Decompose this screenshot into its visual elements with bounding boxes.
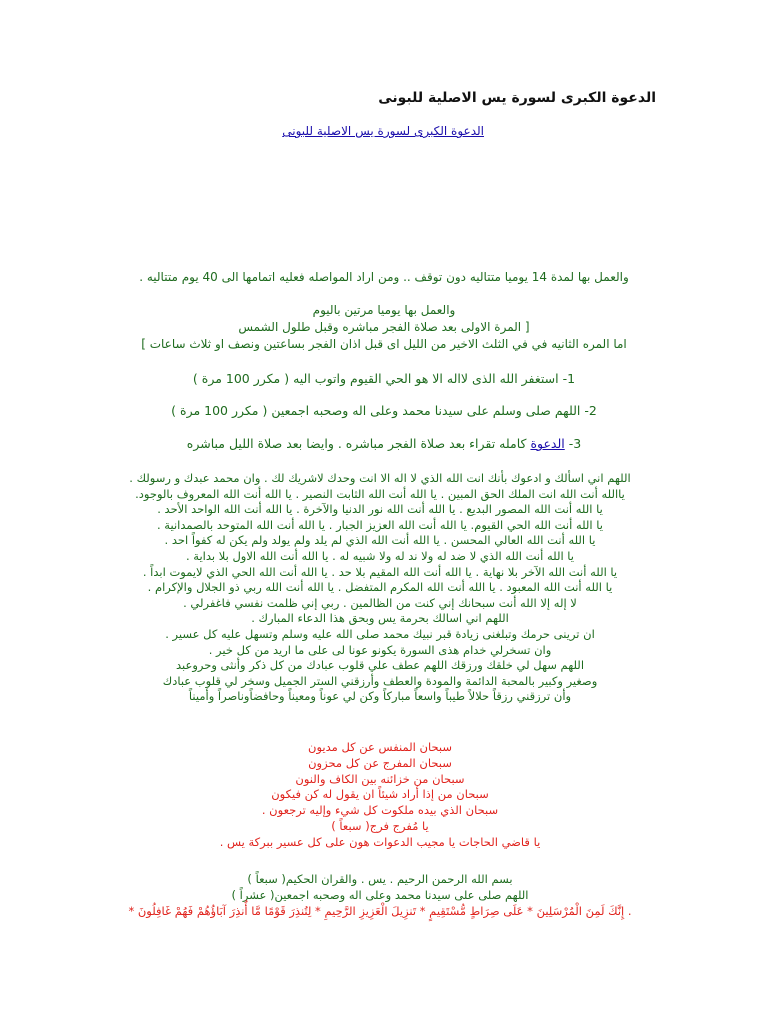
dua-line: وان تسخرلي خدام هذى السورة يكونو عونا لى على ما اريد من كل خير . (208, 642, 552, 657)
dua-line: لا إله إلا الله أنت سبحانك إني كنت من الظالمين . ربي إني ظلمت نفسي فاغفرلي . (183, 595, 577, 610)
dua-text-block (100, 471, 660, 705)
step-3-dawah (0, 436, 768, 451)
subhan-line: سبحان المنفس عن كل مديون (308, 740, 452, 754)
subhan-line: يا قاضي الحاجات يا مجيب الدعوات هون على كل عسير ببركة يس . (219, 834, 541, 849)
dua-line: وأن ترزقني رزقاً حلالاً طيباً واسعاً مباركاً وكن لي عوناً ومعيناً وحافضاًوناصراً وأميناً (188, 689, 572, 704)
subhan-text-block (100, 740, 660, 851)
dua-line: اللهم اني اسالك بحرمة يس وبحق هذا الدعاء المبارك . (251, 611, 509, 626)
step-1-istighfar: 1- استغفر الله الذى لااله الا هو الحي القيوم واتوب اليه ( مكرر 100 مرة ) (192, 371, 576, 386)
dua-line: ياالله أنت الله انت الملك الحق المبين . يا الله أنت الله الثابت النصير . يا الله أنت الله المعروف بالوجود. (135, 486, 625, 501)
dua-line: اللهم سهل لي خلقك ورزقك اللهم عطف علي قلوب عبادك من كل ذكر وأنثى وحروعبد (175, 658, 585, 673)
dua-line: يا الله أنت الله الحي القيوم. يا الله أنت الله العزيز الجبار . يا الله أنت الله المتوحد بالصمدانية . (157, 517, 603, 532)
step-3-dawah-link[interactable]: الدعوة (530, 436, 565, 451)
dua-line: يا الله أنت الله العالي المحسن . يا الله أنت الله الذي لم يلد ولم يولد ولم يكن له كفواً احد . (164, 533, 596, 548)
dua-line: يا الله أنت الله المصور البديع . يا الله أنت الله نور الدنيا والآخرة . يا الله أنت الله الواحد الأحد . (157, 502, 603, 517)
salawat-line: اللهم صلى على سيدنا محمد وعلى اله وصحبه اجمعين( عشراً ) (231, 887, 529, 902)
instruction-first-time: [ المرة الاولى بعد صلاة الفجر مباشره وقبل طلول الشمس (238, 320, 530, 334)
dua-line: وصغير وكبير بالمحبة الدائمة والمودة والعطف وأرزقني الستر الجميل وسخر لي قلوب عبادك (162, 673, 598, 688)
subhan-line: سبحان من إذا أراد شيئاً ان يقول له كن فيكون (271, 787, 489, 802)
dua-line: ان ترينى حرمك وتبلغنى زيادة قبر نبيك محمد صلى الله عليه وسلم وتسهل عليه كل عسير . (165, 626, 595, 641)
dua-line: يا الله أنت الله المعبود . يا الله أنت الله المكرم المتفضل . يا الله أنت الله ربي ذو الجلال والإكرام . (147, 580, 613, 595)
subhan-line: سبحان من خزائنه بين الكاف والنون (295, 771, 465, 786)
subhan-line: يا مُفرج فرج( سبعاً ) (331, 818, 429, 833)
step-3-prefix: 3- (564, 436, 582, 451)
step-3-text: كامله تقراء بعد صلاة الفجر مباشره . وايضا بعد صلاة الليل مباشره (186, 436, 531, 451)
instruction-second-time: اما المره الثانيه في في الثلث الاخير من الليل اى قبل اذان الفجر بساعتين ونصف او ثلاث ساعات ] (141, 337, 627, 351)
subhan-line: سبحان المفرج عن كل محزون (308, 755, 452, 770)
dua-line: يا الله أنت الله الآخر بلا نهاية . يا الله أنت الله المقيم بلا حد . يا الله أنت الله الحي الذي لايموت ابداً . (142, 564, 618, 579)
title-link[interactable]: الدعوة الكبرى لسورة يس الاصلية للبونى (282, 124, 484, 138)
dua-line: اللهم اني اسألك و ادعوك بأنك انت الله الذي لا اله الا انت وحدك لاشريك لك . وان محمد عبدك و رسولك . (129, 471, 631, 485)
instruction-duration: والعمل بها لمدة 14 يوميا متتاليه دون توقف .. ومن اراد المواصله فعليه اتمامها الى 40 يوم متتاليه . (139, 270, 629, 284)
subhan-line: سبحان الذي بيده ملكوت كل شيء وإليه ترجعون . (261, 803, 499, 818)
instruction-twice-daily: والعمل بها يوميا مرتين باليوم (312, 303, 456, 317)
quran-verse-line: . إِنَّكَ لَمِنَ الْمُرْسَلِينَ * عَلَى صِرَاطٍ مُّسْتَقِيمٍ * تَنزِيلَ الْعَزِيزِ الرَّحِيمِ * لِتُنذِرَ قَوْمًا مَّا أُنذِرَ آبَاؤُهُمْ فَهُمْ غَافِلُونَ * (128, 903, 632, 918)
step-2-salawat: 2- اللهم صلى وسلم على سيدنا محمد وعلى اله وصحبه اجمعين ( مكرر 100 مرة ) (171, 403, 597, 418)
dua-line: يا الله أنت الله الذي لا ضد له ولا ند له ولا شبيه له . يا الله أنت الله الاول بلا بداية . (185, 548, 575, 563)
final-text-block (100, 872, 660, 919)
page-title: الدعوة الكبرى لسورة يس الاصلية للبونى (378, 90, 656, 106)
basmala-line: بسم الله الرحمن الرحيم . يس . والقران الحكيم( سبعاً ) (247, 872, 513, 886)
